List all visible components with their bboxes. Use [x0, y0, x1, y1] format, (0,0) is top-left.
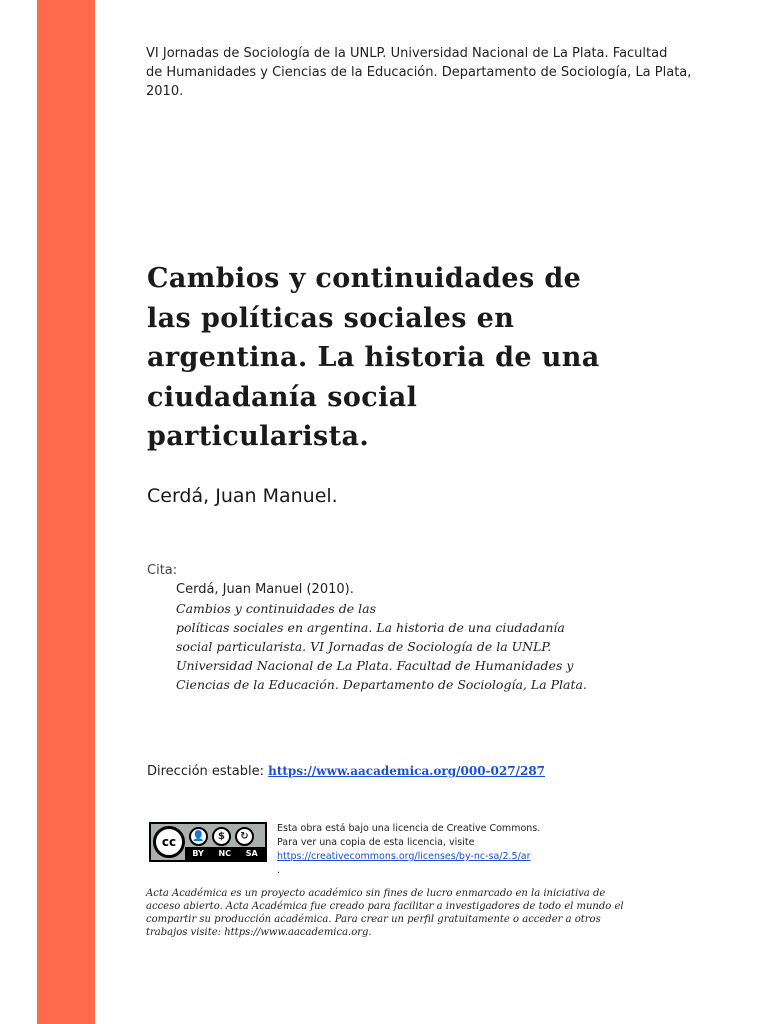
citation-line: Ciencias de la Educación. Departamento de Sociología, La Plata. [176, 677, 587, 692]
title-line: particularista. [147, 421, 370, 452]
license-icons [189, 827, 254, 847]
document-title [147, 259, 707, 457]
license-term-nc: NC [218, 849, 232, 858]
side-accent-bar [37, 0, 95, 1024]
cc-logo-icon: cc [153, 826, 185, 858]
acta-academica-footer [146, 887, 676, 939]
license-term-by: BY [192, 849, 204, 858]
sharealike-icon: ↻ [235, 827, 254, 846]
creative-commons-badge[interactable] [149, 822, 267, 862]
license-term-sa: SA [245, 849, 258, 858]
stable-address-label: Dirección estable: [147, 764, 269, 779]
stable-address-link[interactable]: https://www.aacademica.org/000-027/287 [268, 764, 546, 778]
title-line: argentina. La historia de una [147, 342, 600, 373]
footer-line: compartir su producción académica. Para crear un perfil gratuitamente o acceder a otros [146, 914, 601, 925]
license-line: Esta obra está bajo una licencia de Creative Commons. [277, 823, 541, 834]
citation-label: Cita: [147, 563, 178, 578]
citation-title: Cambios y continuidades de las [176, 601, 376, 616]
license-text [277, 822, 597, 878]
event-header [146, 44, 706, 101]
license-terms [185, 847, 265, 860]
author-name: Cerdá, Juan Manuel. [147, 485, 338, 507]
license-url-suffix: . [277, 865, 281, 876]
citation-line: social particularista. VI Jornadas de Sociología de la UNLP. [176, 639, 552, 654]
header-line: 2010. [146, 84, 184, 99]
footer-line: trabajos visite: https://www.aacademica.org. [146, 927, 372, 938]
citation-line: Universidad Nacional de La Plata. Facultad de Humanidades y [176, 658, 574, 673]
citation-line [176, 580, 696, 618]
attribution-icon: 👤 [189, 827, 208, 846]
title-line: las políticas sociales en [147, 302, 515, 334]
footer-line: acceso abierto. Acta Académica fue creado para facilitar a investigadores de todo el mundo el [146, 901, 624, 912]
citation-text [176, 580, 696, 694]
license-line: Para ver una copia de esta licencia, visite [277, 837, 475, 848]
citation-line: políticas sociales en argentina. La historia de una ciudadanía [176, 620, 565, 635]
license-link[interactable]: https://creativecommons.org/licenses/by-nc-sa/2.5/ar [277, 851, 531, 862]
header-line: VI Jornadas de Sociología de la UNLP. Universidad Nacional de La Plata. Facultad [146, 46, 668, 61]
header-line: de Humanidades y Ciencias de la Educación. Departamento de Sociología, La Plata, [146, 65, 692, 80]
stable-address [147, 764, 545, 779]
citation-author-year: Cerdá, Juan Manuel (2010). [176, 582, 354, 597]
title-line: Cambios y continuidades de [147, 263, 582, 294]
footer-line: Acta Académica es un proyecto académico sin fines de lucro enmarcado en la iniciativa de [146, 888, 606, 899]
title-line: ciudadanía social [147, 381, 418, 413]
license-line [277, 850, 597, 878]
noncommercial-icon: $ [212, 827, 231, 846]
